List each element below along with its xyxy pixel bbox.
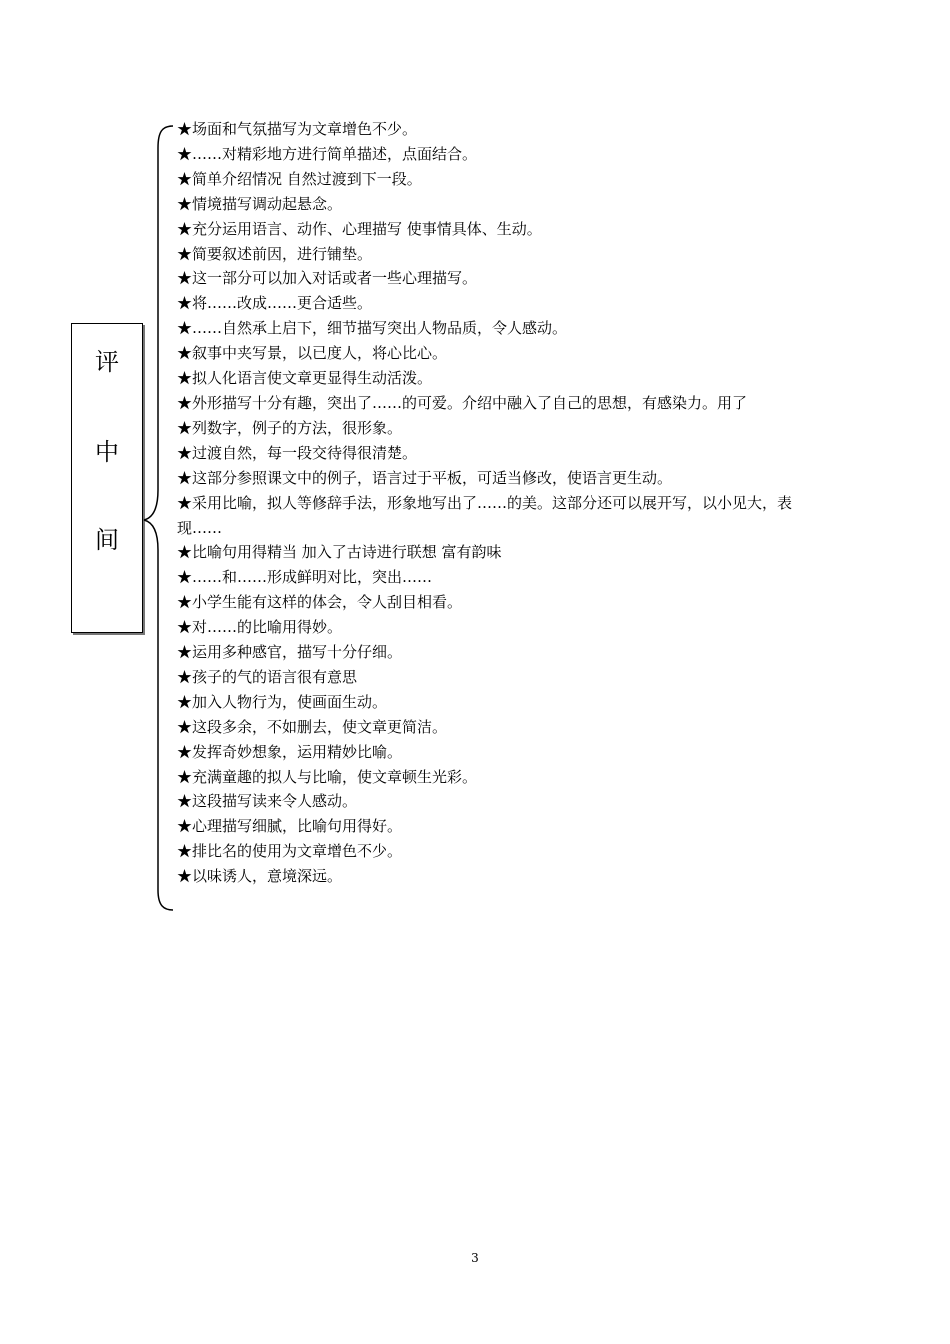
list-item: ★以味诱人，意境深远。 [177,867,343,886]
page-number: 3 [471,1251,479,1265]
list-item: ★外形描写十分有趣，突出了……的可爱。介绍中融入了自己的思想，有感染力。用了 [177,393,748,412]
list-item: ★排比名的使用为文章增色不少。 [177,842,403,861]
list-item: ★过渡自然，每一段交待得很清楚。 [177,443,418,462]
label-char-jian: 间 [95,526,119,554]
list-item: ★列数字，例子的方法，很形象。 [177,418,403,437]
list-item: ★情境描写调动起悬念。 [177,194,343,213]
list-item: ★充分运用语言、动作、心理描写 使事情具体、生动。 [177,219,542,238]
list-item: ★发挥奇妙想象，运用精妙比喻。 [177,742,403,761]
list-item: ★充满童趣的拟人与比喻，使文章顿生光彩。 [177,767,478,786]
comment-list [177,117,817,889]
list-item: ★心理描写细腻，比喻句用得好。 [177,817,403,836]
label-char-ping: 评 [95,348,119,376]
section-label-box [71,323,143,633]
label-char-zhong: 中 [95,438,119,466]
curly-brace [140,120,180,920]
list-item: ★孩子的气的语言很有意思 [177,667,358,686]
list-item: ★加入人物行为，使画面生动。 [177,692,388,711]
list-item: ★这一部分可以加入对话或者一些心理描写。 [177,269,478,288]
list-item: ★叙事中夹写景，以已度人，将心比心。 [177,344,448,363]
list-item: ★……自然承上启下，细节描写突出人物品质，令人感动。 [177,319,568,338]
list-item: ★小学生能有这样的体会，令人刮目相看。 [177,593,463,612]
list-item: ★这段多余，不如删去，使文章更简洁。 [177,717,448,736]
list-item: ★对……的比喻用得妙。 [177,618,343,637]
list-item: ★……对精彩地方进行简单描述，点面结合。 [177,144,478,163]
list-item: ★这段描写读来令人感动。 [177,792,358,811]
list-item: ★采用比喻，拟人等修辞手法，形象地写出了……的美。这部分还可以展开写，以小见大，表现…… [177,493,793,537]
list-item: ★比喻句用得精当 加入了古诗进行联想 富有韵味 [177,543,502,562]
list-item: ★将……改成……更合适些。 [177,294,373,313]
list-item: ★简单介绍情况 自然过渡到下一段。 [177,169,422,188]
list-item: ★场面和气氛描写为文章增色不少。 [177,120,418,138]
list-item: ★……和……形成鲜明对比，突出…… [177,568,433,587]
list-item: ★这部分参照课文中的例子，语言过于平板，可适当修改，使语言更生动。 [177,468,673,487]
list-item: ★运用多种感官，描写十分仔细。 [177,643,403,662]
list-item: ★拟人化语言使文章更显得生动活泼。 [177,369,433,388]
list-item: ★简要叙述前因，进行铺垫。 [177,244,373,263]
